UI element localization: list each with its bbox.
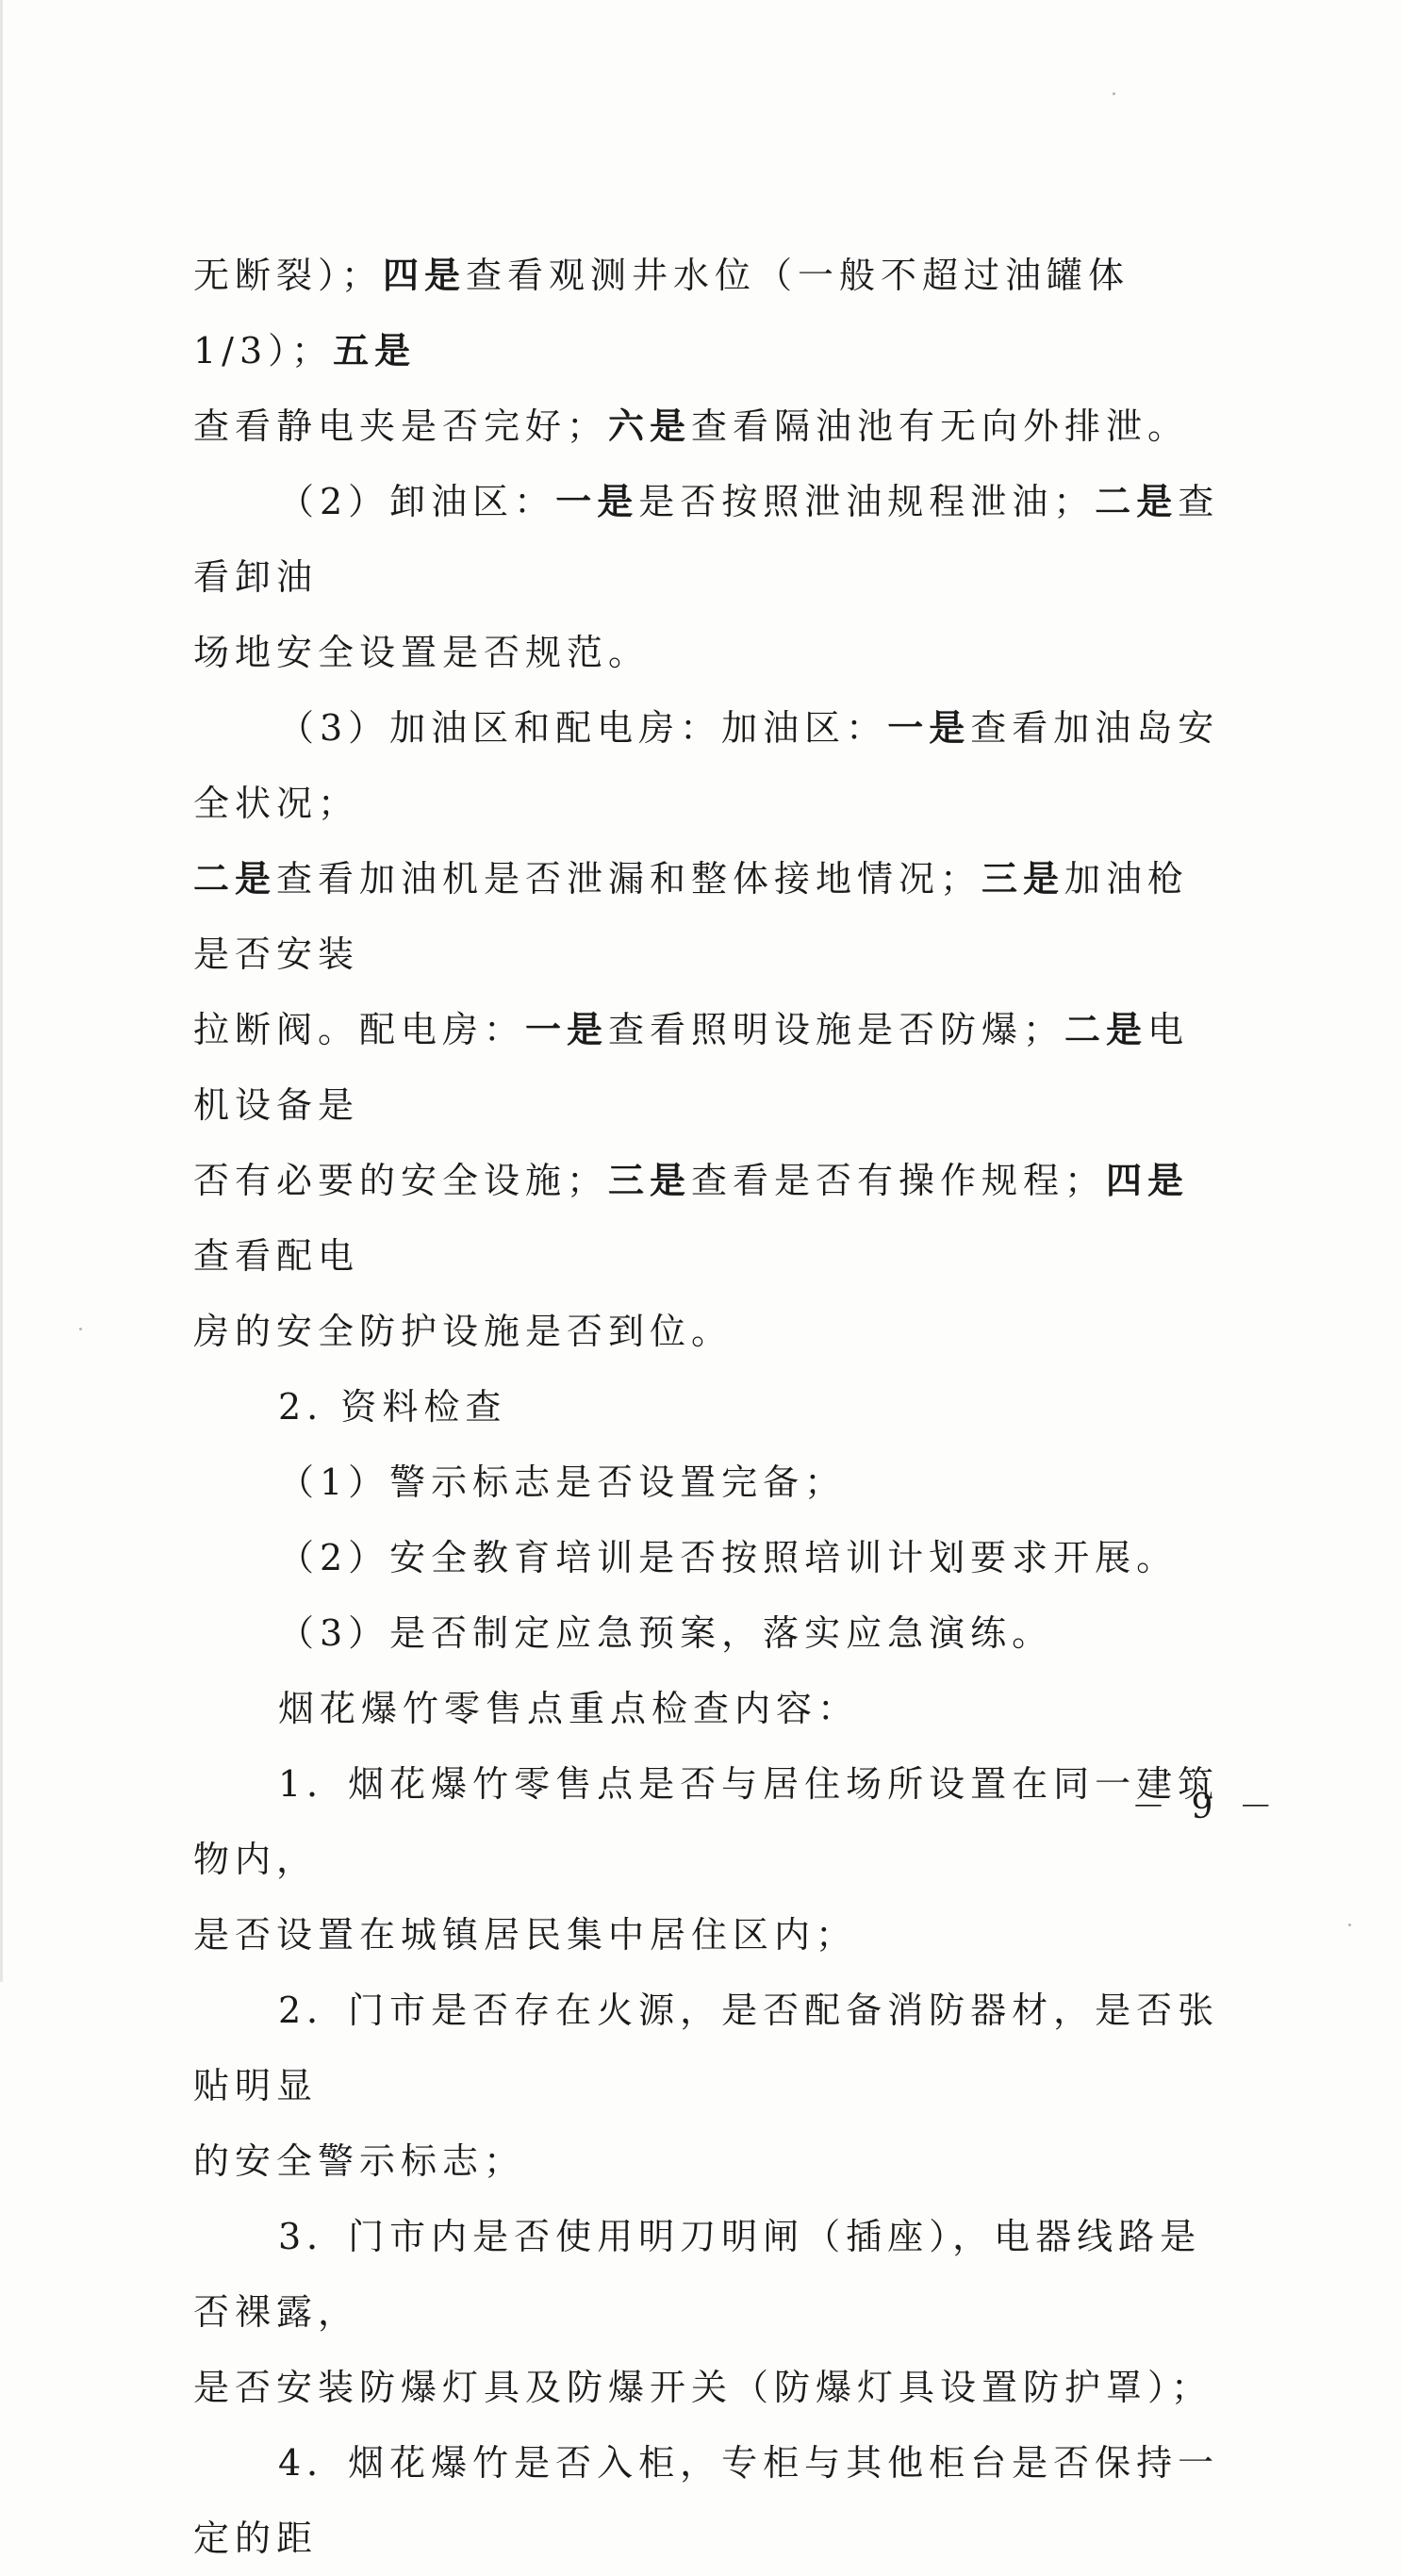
line-text: 查看隔油池有无向外排泄。 — [691, 405, 1190, 447]
paragraph-line — [193, 992, 1230, 1143]
line-text: 是否安装防爆灯具及防爆开关（防爆灯具设置防护罩）； — [193, 2367, 1213, 2408]
paragraph-line — [193, 2199, 1230, 2350]
line-text: 是否设置在城镇居民集中居住区内； — [193, 1914, 858, 1956]
body-text — [193, 238, 1230, 2576]
emphasis-text: 三是 — [981, 857, 1065, 900]
paragraph-line — [193, 2123, 1230, 2199]
line-text: 加油枪是否安装 — [193, 858, 1190, 975]
line-text: 3．门市内是否使用明刀明闸（插座），电器线路是否裸露， — [193, 2216, 1202, 2333]
emphasis-text: 一是 — [525, 1008, 609, 1050]
paragraph-line — [193, 1746, 1230, 1897]
paragraph-line — [193, 1973, 1230, 2123]
page-number: － 9 － — [1131, 1788, 1280, 1826]
emphasis-text: 六是 — [608, 405, 692, 447]
line-text: （2）卸油区： — [278, 481, 556, 522]
scan-edge — [0, 0, 3, 1982]
paragraph-line — [193, 1143, 1230, 1294]
paragraph-line — [193, 615, 1230, 690]
paragraph-line — [193, 1445, 1230, 1520]
line-text: 否有必要的安全设施； — [193, 1160, 609, 1201]
line-text: 场地安全设置是否规范。 — [193, 632, 651, 673]
emphasis-text: 四是 — [1106, 1159, 1190, 1201]
paragraph-line — [193, 464, 1230, 615]
emphasis-text: 一是 — [887, 706, 971, 749]
emphasis-text: 二是 — [1064, 1008, 1148, 1050]
scan-speck — [1348, 1924, 1351, 1926]
line-text: 2．门市是否存在火源，是否配备消防器材，是否张贴明显 — [193, 1990, 1220, 2106]
line-text: 2. 资料检查 — [278, 1386, 507, 1428]
line-text: 查看加油岛安全状况； — [193, 707, 1220, 824]
paragraph-line — [193, 1671, 1230, 1746]
line-text: 电机设备是 — [193, 1009, 1190, 1126]
emphasis-text: 五是 — [333, 329, 417, 372]
line-text: 1．烟花爆竹零售点是否与居住场所设置在同一建筑物内， — [193, 1763, 1220, 1880]
paragraph-line — [193, 690, 1230, 841]
emphasis-text: 四是 — [383, 254, 467, 296]
line-text: （3）是否制定应急预案，落实应急演练。 — [278, 1612, 1054, 1654]
emphasis-text: 二是 — [193, 857, 277, 900]
paragraph-line — [193, 2350, 1230, 2425]
paragraph-line — [193, 388, 1230, 464]
scan-speck — [79, 1328, 82, 1330]
line-text: 房的安全防护设施是否到位。 — [193, 1311, 734, 1352]
paragraph-line — [193, 1897, 1230, 1973]
paragraph-line — [193, 1595, 1230, 1671]
line-text: 查看卸油 — [193, 481, 1220, 598]
line-text: 查看观测井水位（一般不超过油罐体1/3）； — [193, 255, 1130, 372]
line-text: （2）安全教育培训是否按照培训计划要求开展。 — [278, 1537, 1179, 1578]
line-text: 查看是否有操作规程； — [691, 1160, 1107, 1201]
line-text: 查看加油机是否泄漏和整体接地情况； — [276, 858, 982, 900]
scan-speck — [1113, 92, 1115, 95]
paragraph-line — [193, 1520, 1230, 1595]
paragraph-line — [193, 2425, 1230, 2576]
line-text: 是否按照泄油规程泄油； — [638, 481, 1096, 522]
line-text: 无断裂）； — [193, 255, 384, 296]
line-text: 查看照明设施是否防爆； — [608, 1009, 1065, 1050]
line-text: 烟花爆竹零售点重点检查内容： — [278, 1688, 860, 1729]
emphasis-text: 三是 — [608, 1159, 692, 1201]
line-text: 拉断阀。配电房： — [193, 1009, 526, 1050]
line-text: （3）加油区和配电房：加油区： — [278, 707, 888, 749]
line-text: 4．烟花爆竹是否入柜，专柜与其他柜台是否保持一定的距 — [193, 2442, 1220, 2559]
paragraph-line — [193, 841, 1230, 992]
emphasis-text: 一是 — [555, 480, 639, 522]
line-text: 查看配电 — [193, 1235, 360, 1277]
line-text: 的安全警示标志； — [193, 2140, 526, 2182]
line-text: （1）警示标志是否设置完备； — [278, 1461, 847, 1503]
paragraph-line — [193, 238, 1230, 388]
emphasis-text: 二是 — [1095, 480, 1179, 522]
paragraph-line — [193, 1369, 1230, 1445]
line-text: 查看静电夹是否完好； — [193, 405, 609, 447]
paragraph-line — [193, 1294, 1230, 1369]
